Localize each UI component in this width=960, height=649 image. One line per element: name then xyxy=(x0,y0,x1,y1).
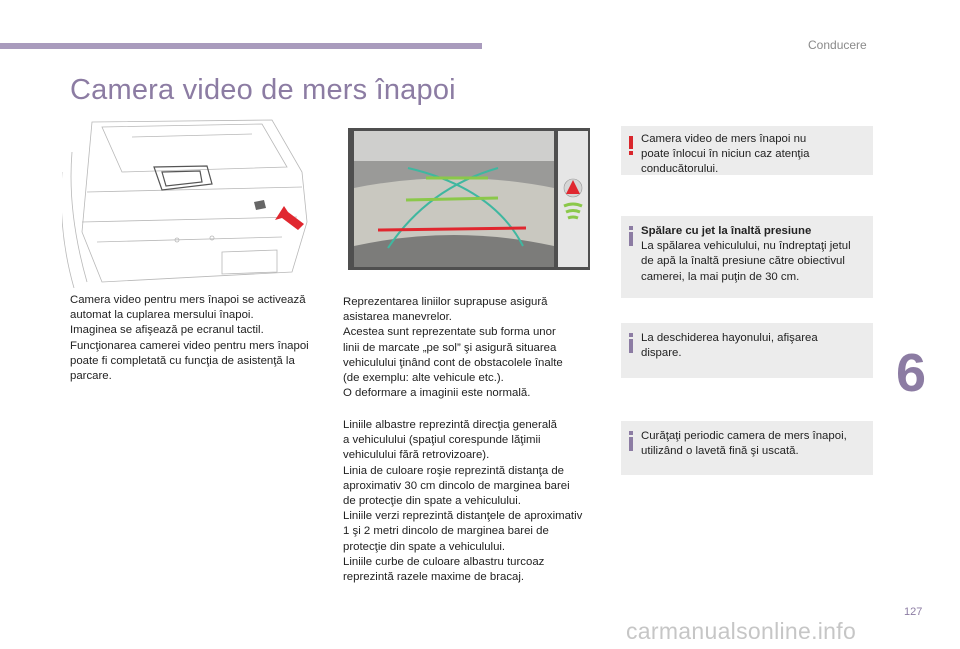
text-line: protecţie din spate a vehiculului. xyxy=(343,540,506,553)
text-line: de apă la înaltă presiune către obiectivul xyxy=(641,255,845,268)
tailgate-note xyxy=(621,323,873,378)
text-line: utilizând o lavetă fină şi uscată. xyxy=(641,445,799,458)
warning-note-text xyxy=(641,132,865,178)
text-line: Liniile albastre reprezintă direcţia generală xyxy=(343,419,558,431)
middle-paragraph-2 xyxy=(343,418,605,585)
text-line: Camera video pentru mers înapoi se activează xyxy=(70,294,306,306)
tailgate-note-text xyxy=(641,331,865,361)
text-line: Acestea sunt reprezentate sub forma unor xyxy=(343,326,556,339)
chapter-number: 6 xyxy=(896,343,927,403)
text-line: (de exemplu: alte vehicule etc.). xyxy=(343,372,504,385)
text-line: Funcţionarea camerei video pentru mers înapoi xyxy=(70,339,309,352)
text-line: dispare. xyxy=(641,347,682,360)
info-icon xyxy=(625,431,637,451)
text-line: asistarea manevrelor. xyxy=(343,311,452,324)
text-line: La spălarea vehiculului, nu îndreptaţi jetul xyxy=(641,240,851,253)
header-bar xyxy=(0,43,482,49)
text-line: Linia de culoare roşie reprezintă distanţa de xyxy=(343,464,564,477)
text-line: O deformare a imaginii este normală. xyxy=(343,387,531,400)
section-label: Conducere xyxy=(808,38,867,52)
text-line: poate înlocui în niciun caz atenţia xyxy=(641,148,810,161)
text-line: Camera video de mers înapoi nu xyxy=(641,133,807,145)
text-line: reprezintă razele maxime de bracaj. xyxy=(343,571,525,584)
text-line: automat la cuplarea mersului înapoi. xyxy=(70,309,254,322)
text-line: conducătorului. xyxy=(641,163,719,176)
note-heading: Spălare cu jet la înaltă presiune xyxy=(641,225,812,237)
pressure-wash-note-text xyxy=(641,224,865,285)
text-line: Reprezentarea liniilor suprapuse asigură xyxy=(343,296,548,308)
info-icon xyxy=(625,226,637,246)
arrow-icon xyxy=(275,206,304,230)
warning-note xyxy=(621,126,873,175)
pressure-wash-note xyxy=(621,216,873,298)
car-rear-illustration xyxy=(62,112,322,288)
text-line: Imaginea se afişează pe ecranul tactil. xyxy=(70,324,264,337)
middle-paragraph-1 xyxy=(343,295,605,401)
exclamation-icon xyxy=(625,136,637,156)
page-number: 127 xyxy=(904,606,923,618)
camera-view-image xyxy=(348,128,590,270)
text-line: camerei, la mai puţin de 30 cm. xyxy=(641,270,800,283)
text-line: Curăţaţi periodic camera de mers înapoi, xyxy=(641,430,847,442)
text-line: parcare. xyxy=(70,370,112,383)
watermark[interactable]: carmanualsonline.info xyxy=(626,618,857,644)
info-icon xyxy=(625,333,637,353)
text-line: a vehiculului (spaţiul corespunde lăţimii xyxy=(343,434,541,447)
text-line: aproximativ 30 cm dincolo de marginea barei xyxy=(343,479,570,492)
text-line: Liniile verzi reprezintă distanţele de aproximativ xyxy=(343,510,583,523)
text-line: linii de marcate „pe sol” şi asigură situarea xyxy=(343,341,557,354)
text-line: vehiculului fără retrovizoare). xyxy=(343,449,490,462)
left-column-text xyxy=(70,293,332,384)
text-line: poate fi completată cu funcţia de asistenţă la xyxy=(70,354,295,367)
cleaning-note-text xyxy=(641,429,865,459)
text-line: Liniile curbe de culoare albastru turcoaz xyxy=(343,555,545,568)
cleaning-note xyxy=(621,421,873,475)
text-line: 1 şi 2 metri dincolo de marginea barei de xyxy=(343,525,549,538)
page-title: Camera video de mers înapoi xyxy=(70,74,456,106)
text-line: La deschiderea hayonului, afişarea xyxy=(641,332,818,344)
text-line: de protecţie din spate a vehiculului. xyxy=(343,495,521,508)
text-line: vehiculului ţinând cont de obstacolele înalte xyxy=(343,356,563,369)
